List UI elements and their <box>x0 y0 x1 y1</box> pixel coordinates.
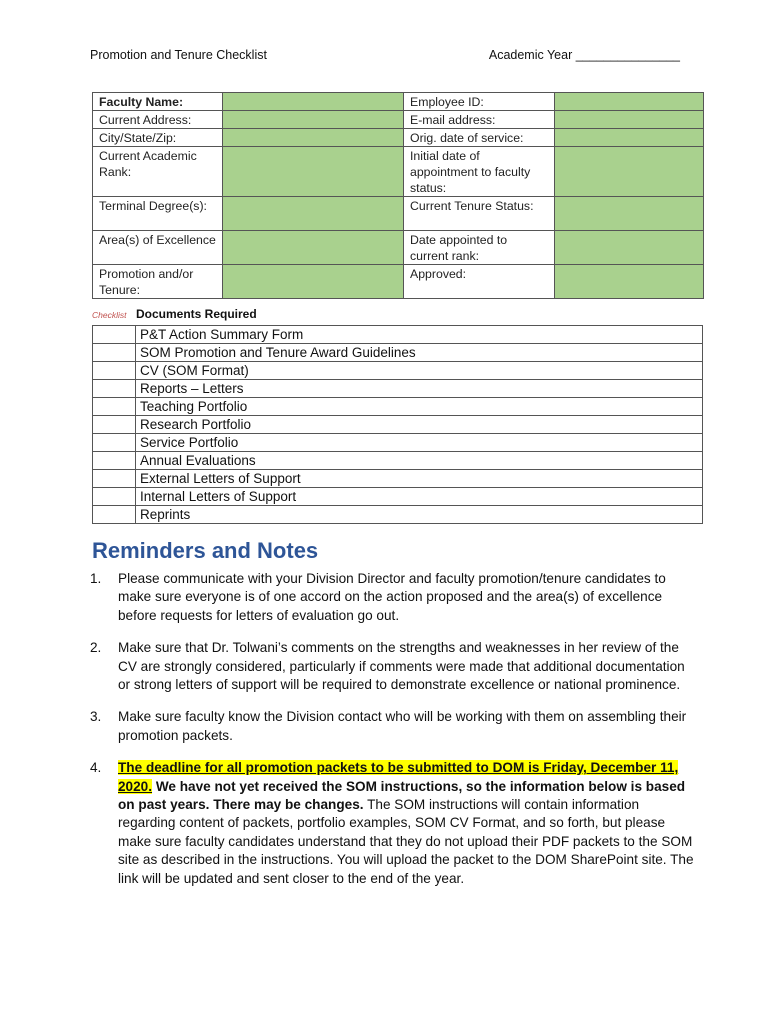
checklist-checkbox[interactable] <box>93 362 136 380</box>
note-text: The SOM instructions will contain information regarding content of packets, portfolio examples, SOM CV Format, and so forth, but please make sure faculty candidates understand that they do not upload their PDF packets to the SOM site as described in the instructions. You will upload the packet to the DOM SharePoint site. The link will be updated and sent closer to the end of the year. <box>118 797 694 886</box>
checklist-checkbox[interactable] <box>93 380 136 398</box>
document-item-label: CV (SOM Format) <box>136 362 703 380</box>
current-rank-field[interactable] <box>223 147 404 197</box>
academic-year-label: Academic Year _______________ <box>488 48 680 62</box>
documents-required-label: Documents Required <box>136 307 257 321</box>
checklist-checkbox[interactable] <box>93 398 136 416</box>
note-text: Make sure that Dr. Tolwani’s comments on the strengths and weaknesses in her review of the CV are strongly considered, particularly if comments were made that additional documentation or strong letters of support will be required to demonstrate excellence or national prominence. <box>118 640 685 693</box>
terminal-degree-field[interactable] <box>223 197 404 231</box>
initial-date-appt-label: Initial date of appointment to faculty status: <box>404 147 555 197</box>
checklist-checkbox[interactable] <box>93 488 136 506</box>
document-item-label: Annual Evaluations <box>136 452 703 470</box>
document-item-label: Reports – Letters <box>136 380 703 398</box>
checklist-checkbox[interactable] <box>93 326 136 344</box>
note-text: Make sure faculty know the Division contact who will be working with them on assembling their promotion packets. <box>118 709 687 743</box>
city-state-zip-field[interactable] <box>223 129 404 147</box>
date-appointed-rank-field[interactable] <box>555 231 704 265</box>
page-header <box>90 48 680 66</box>
approved-label: Approved: <box>404 265 555 299</box>
current-address-field[interactable] <box>223 111 404 129</box>
promotion-tenure-field[interactable] <box>223 265 404 299</box>
note-number: 4. <box>90 760 102 776</box>
checklist-row <box>93 434 703 452</box>
checklist-checkbox[interactable] <box>93 506 136 524</box>
document-item-label: Reprints <box>136 506 703 524</box>
documents-checklist-table <box>92 325 703 524</box>
checklist-header <box>92 307 703 325</box>
faculty-name-field[interactable] <box>223 93 404 111</box>
document-item-label: Teaching Portfolio <box>136 398 703 416</box>
note-item <box>90 759 700 888</box>
initial-date-appt-field[interactable] <box>555 147 704 197</box>
reminders-list <box>90 570 700 902</box>
promotion-tenure-label: Promotion and/or Tenure: <box>93 265 223 299</box>
city-state-zip-label: City/State/Zip: <box>93 129 223 147</box>
document-item-label: SOM Promotion and Tenure Award Guidelines <box>136 344 703 362</box>
current-tenure-status-label: Current Tenure Status: <box>404 197 555 231</box>
reminders-heading: Reminders and Notes <box>92 538 319 563</box>
checklist-checkbox[interactable] <box>93 434 136 452</box>
deadline-highlight: The deadline for all promotion packets to be submitted to DOM is Friday, December 11, 2020. <box>118 760 679 794</box>
document-item-label: Research Portfolio <box>136 416 703 434</box>
note-number: 2. <box>90 640 102 656</box>
checklist-row <box>93 488 703 506</box>
note-text: Please communicate with your Division Director and faculty promotion/tenure candidates to make sure everyone is of one accord on the action proposed and the area(s) of excellence before requests for letters of evaluation go out. <box>118 571 666 623</box>
orig-date-service-label: Orig. date of service: <box>404 129 555 147</box>
areas-excellence-label: Area(s) of Excellence <box>93 231 223 265</box>
note-item <box>90 639 700 694</box>
document-item-label: Internal Letters of Support <box>136 488 703 506</box>
note-item <box>90 570 700 625</box>
checklist-checkbox[interactable] <box>93 416 136 434</box>
terminal-degree-label: Terminal Degree(s): <box>93 197 223 231</box>
document-item-label: External Letters of Support <box>136 470 703 488</box>
document-item-label: P&T Action Summary Form <box>136 326 703 344</box>
note-number: 3. <box>90 709 102 725</box>
faculty-info-table <box>92 92 704 299</box>
areas-excellence-field[interactable] <box>223 231 404 265</box>
current-address-label: Current Address: <box>93 111 223 129</box>
document-item-label: Service Portfolio <box>136 434 703 452</box>
checklist-row <box>93 344 703 362</box>
checklist-column-label: Checklist <box>92 310 127 320</box>
note-number: 1. <box>90 571 102 586</box>
checklist-row <box>93 506 703 524</box>
email-label: E-mail address: <box>404 111 555 129</box>
employee-id-field[interactable] <box>555 93 704 111</box>
orig-date-service-field[interactable] <box>555 129 704 147</box>
document-title: Promotion and Tenure Checklist <box>90 48 267 62</box>
current-tenure-status-field[interactable] <box>555 197 704 231</box>
checklist-row <box>93 380 703 398</box>
checklist-row <box>93 416 703 434</box>
checklist-checkbox[interactable] <box>93 452 136 470</box>
employee-id-label: Employee ID: <box>404 93 555 111</box>
current-rank-label: Current Academic Rank: <box>93 147 223 197</box>
checklist-checkbox[interactable] <box>93 470 136 488</box>
checklist-row <box>93 362 703 380</box>
checklist-row <box>93 398 703 416</box>
checklist-row <box>93 452 703 470</box>
note-item <box>90 708 700 745</box>
checklist-checkbox[interactable] <box>93 344 136 362</box>
email-field[interactable] <box>555 111 704 129</box>
checklist-row <box>93 326 703 344</box>
faculty-name-label: Faculty Name: <box>93 93 223 111</box>
checklist-row <box>93 470 703 488</box>
date-appointed-rank-label: Date appointed to current rank: <box>404 231 555 265</box>
approved-field[interactable] <box>555 265 704 299</box>
note-bold-text: We have not yet received the SOM instructions, so the information below is based on past years. There may be changes. <box>118 778 686 813</box>
